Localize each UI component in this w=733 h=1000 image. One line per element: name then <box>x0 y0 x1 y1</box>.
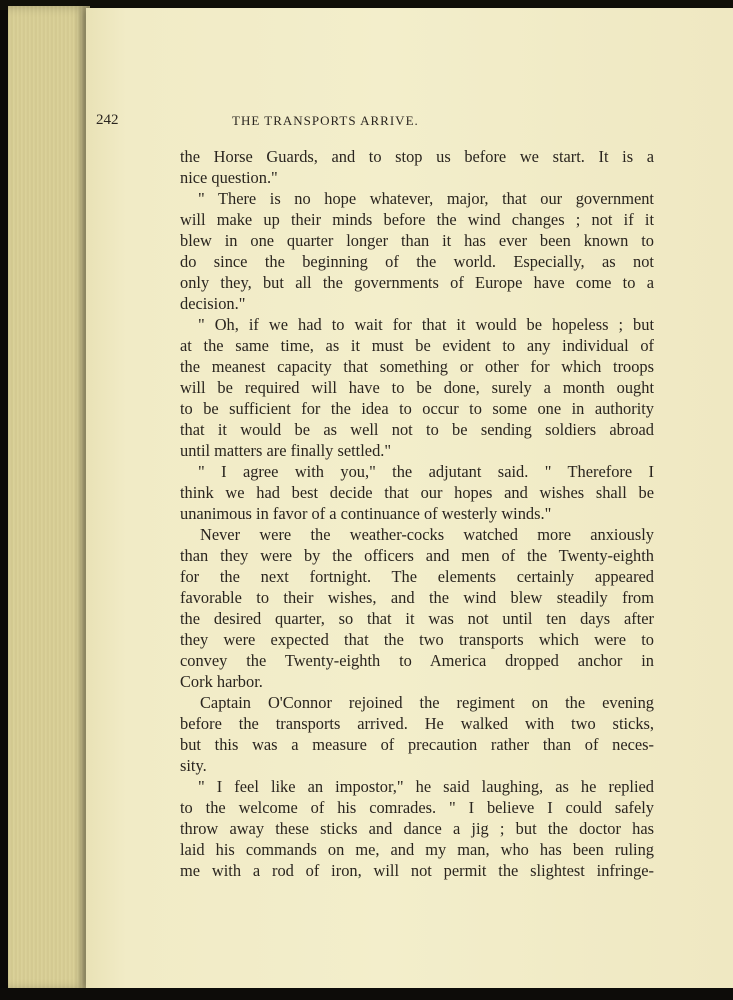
text-line: will make up their minds before the wind changes ; not if it <box>180 210 654 229</box>
running-header <box>96 112 536 132</box>
text-line: that it would be as well not to be sending soldiers abroad <box>180 420 654 439</box>
text-line: but this was a measure of precaution rather than of neces- <box>180 735 654 754</box>
text-line: unanimous in favor of a continuance of westerly winds." <box>180 504 552 523</box>
text-line: decision." <box>180 294 246 313</box>
text-line: think we had best decide that our hopes and wishes shall be <box>180 483 654 502</box>
text-line: me with a rod of iron, will not permit the slightest infringe- <box>180 861 654 880</box>
running-title: THE TRANSPORTS ARRIVE. <box>232 113 419 128</box>
text-line: for the next fortnight. The elements certainly appeared <box>180 567 654 586</box>
text-line: the desired quarter, so that it was not until ten days after <box>180 609 654 628</box>
text-line: than they were by the officers and men of the Twenty-eighth <box>180 546 654 565</box>
text-line: blew in one quarter longer than it has ever been known to <box>180 231 654 250</box>
text-line: to be sufficient for the idea to occur to some one in authority <box>180 399 654 418</box>
text-line: sity. <box>180 756 207 775</box>
text-line: Never were the weather-cocks watched more anxiously <box>200 525 654 544</box>
text-line: throw away these sticks and dance a jig ; but the doctor has <box>180 819 654 838</box>
text-line: only they, but all the governments of Europe have come to a <box>180 273 654 292</box>
text-line: laid his commands on me, and my man, who has been ruling <box>180 840 654 859</box>
text-line: Captain O'Connor rejoined the regiment on the evening <box>200 693 654 712</box>
text-line: favorable to their wishes, and the wind blew steadily from <box>180 588 654 607</box>
text-line: before the transports arrived. He walked with two sticks, <box>180 714 654 733</box>
text-line: will be required will have to be done, surely a month ought <box>180 378 654 397</box>
text-line: do since the beginning of the world. Especially, as not <box>180 252 654 271</box>
text-line: at the same time, as it must be evident to any individual of <box>180 336 654 355</box>
text-line: to the welcome of his comrades. " I believe I could safely <box>180 798 654 817</box>
text-line: " I feel like an impostor," he said laughing, as he replied <box>198 777 654 796</box>
text-line: convey the Twenty-eighth to America dropped anchor in <box>180 651 654 670</box>
text-line: Cork harbor. <box>180 672 263 691</box>
text-line: the meanest capacity that something or other for which troops <box>180 357 654 376</box>
page-edges <box>8 6 90 990</box>
page-number: 242 <box>96 112 119 128</box>
text-line: the Horse Guards, and to stop us before we start. It is a <box>180 147 654 166</box>
text-line: until matters are finally settled." <box>180 441 392 460</box>
text-line: they were expected that the two transports which were to <box>180 630 654 649</box>
text-line: " There is no hope whatever, major, that our government <box>198 189 654 208</box>
scan-background-bottom <box>0 988 733 1000</box>
text-line: nice question." <box>180 168 278 187</box>
text-line: " I agree with you," the adjutant said. " Therefore I <box>198 462 654 481</box>
text-line: " Oh, if we had to wait for that it would be hopeless ; but <box>198 315 654 334</box>
